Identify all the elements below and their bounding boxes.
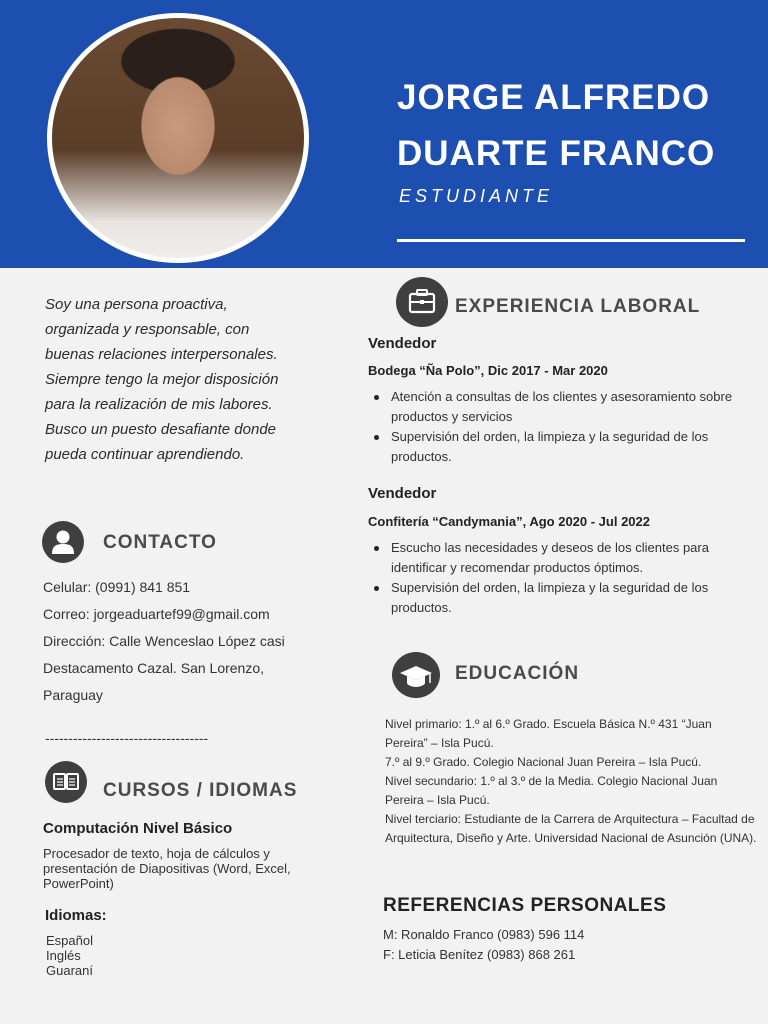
profile-summary <box>45 292 335 467</box>
profile-line: Soy una persona proactiva, <box>45 296 228 313</box>
course-description: Procesador de texto, hoja de cálculos y presentación de Diapositivas (Word, Excel, PowerPoint) <box>43 846 291 891</box>
job-place: Confitería “Candymania”, Ago 2020 - Jul 2022 <box>368 514 650 529</box>
profile-line: Busco un puesto desafiante donde <box>45 421 277 438</box>
job-duty: Escucho las necesidades y deseos de los clientes para identificar y recomendar productos óptimos. <box>372 538 752 578</box>
graduation-cap-icon <box>392 652 440 698</box>
languages-title: Idiomas: <box>45 907 107 924</box>
contact-title: CONTACTO <box>103 532 217 553</box>
job-duties <box>372 387 752 467</box>
section-divider: ----------------------------------- <box>45 730 209 746</box>
references-title: REFERENCIAS PERSONALES <box>383 895 667 916</box>
education-list <box>385 715 757 848</box>
experience-title: EXPERIENCIA LABORAL <box>455 296 701 317</box>
language-item: Inglés <box>46 948 81 963</box>
education-item: Nivel primario: 1.º al 6.º Grado. Escuela Básica N.º 431 “Juan Pereira” – Isla Pucú. <box>385 717 712 750</box>
job-duty: Atención a consultas de los clientes y asesoramiento sobre productos y servicios <box>372 387 752 427</box>
languages-list <box>46 933 93 978</box>
courses-title: CURSOS / IDIOMAS <box>103 780 298 801</box>
course-name: Computación Nivel Básico <box>43 820 233 837</box>
job-title: Vendedor <box>368 335 437 352</box>
person-icon <box>42 521 84 563</box>
profile-line: para la realización de mis labores. <box>45 396 273 413</box>
language-item: Guaraní <box>46 963 93 978</box>
profile-photo-frame <box>47 13 309 263</box>
education-title: EDUCACIÓN <box>455 663 580 684</box>
job-place: Bodega “Ña Polo”, Dic 2017 - Mar 2020 <box>368 363 608 378</box>
role-title: ESTUDIANTE <box>399 186 554 206</box>
education-item: Nivel secundario: 1.º al 3.º de la Media. Colegio Nacional Juan Pereira – Isla Pucú. <box>385 774 718 807</box>
profile-line: buenas relaciones interpersonales. <box>45 346 278 363</box>
contact-phone: Celular: (0991) 841 851 <box>43 579 191 595</box>
contact-address-line: Destacamento Cazal. San Lorenzo, <box>43 660 265 676</box>
profile-line: pueda continuar aprendiendo. <box>45 446 245 463</box>
header-divider <box>397 239 745 242</box>
language-item: Español <box>46 933 93 948</box>
header-banner <box>0 0 768 268</box>
reference-item: M: Ronaldo Franco (0983) 596 114 <box>383 927 585 942</box>
briefcase-icon <box>396 277 448 327</box>
job-duties <box>372 538 752 618</box>
education-item: 7.º al 9.º Grado. Colegio Nacional Juan Pereira – Isla Pucú. <box>385 755 702 769</box>
job-duty: Supervisión del orden, la limpieza y la seguridad de los productos. <box>372 427 752 467</box>
name-line-1: JORGE ALFREDO <box>397 78 711 117</box>
contact-email: Correo: jorgeaduartef99@gmail.com <box>43 606 270 622</box>
profile-photo <box>52 18 304 258</box>
education-item: Nivel terciario: Estudiante de la Carrera de Arquitectura – Facultad de Arquitectura, Diseño y Arte. Universidad Nacional de Asunción (UNA). <box>385 812 757 845</box>
full-name <box>397 70 757 182</box>
job-duty: Supervisión del orden, la limpieza y la seguridad de los productos. <box>372 578 752 618</box>
name-line-2: DUARTE FRANCO <box>397 134 716 173</box>
contact-address-line: Dirección: Calle Wenceslao López casi <box>43 633 285 649</box>
book-icon <box>45 761 87 803</box>
job-title: Vendedor <box>368 485 437 502</box>
reference-item: F: Leticia Benítez (0983) 868 261 <box>383 947 576 962</box>
profile-line: Siempre tengo la mejor disposición <box>45 371 279 388</box>
contact-address-line: Paraguay <box>43 687 103 703</box>
profile-line: organizada y responsable, con <box>45 321 250 338</box>
